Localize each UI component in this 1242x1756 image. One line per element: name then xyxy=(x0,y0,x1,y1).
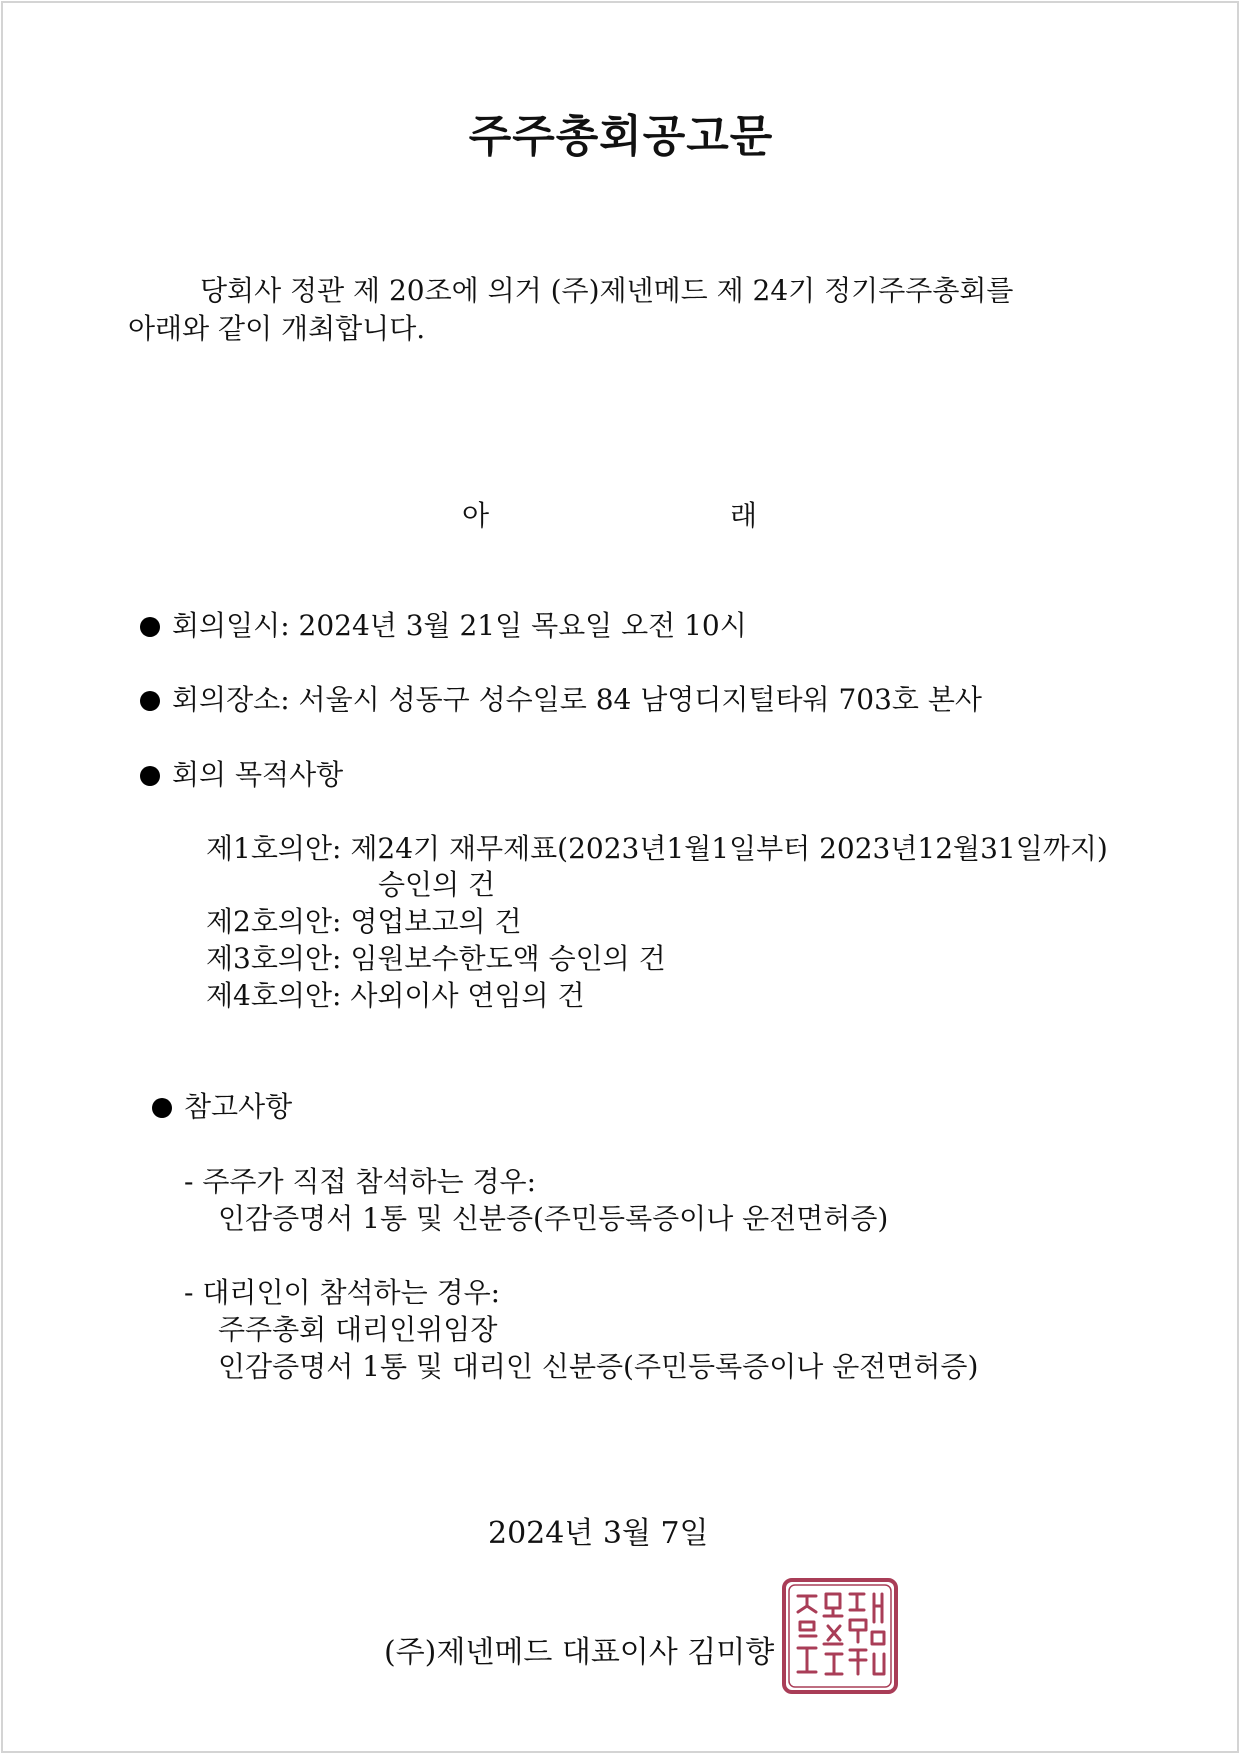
intro-line-1: 당회사 정관 제 20조에 의거 (주)제넨메드 제 24기 정기주주총회를 xyxy=(200,274,1014,307)
notes-heading: 참고사항 xyxy=(184,1090,293,1123)
agenda-item-1: 제1호의안: 제24기 재무제표(2023년1월1일부터 2023년12월31일까지) xyxy=(206,832,1108,865)
meeting-datetime-item xyxy=(140,607,747,645)
bullet-icon xyxy=(152,1098,172,1118)
agenda-heading-item xyxy=(140,756,343,794)
company-seal xyxy=(780,1576,900,1696)
below-heading-right: 래 xyxy=(730,499,758,532)
agenda-item-4: 제4호의안: 사외이사 연임의 건 xyxy=(206,979,585,1012)
meeting-place-item xyxy=(140,681,982,719)
meeting-datetime: 회의일시: 2024년 3월 21일 목요일 오전 10시 xyxy=(172,609,747,642)
note-proxy-title: - 대리인이 참석하는 경우: xyxy=(184,1276,501,1309)
below-heading-left: 아 xyxy=(462,499,490,532)
meeting-place: 회의장소: 서울시 성동구 성수일로 84 남영디지털타워 703호 본사 xyxy=(172,683,982,716)
bullet-icon xyxy=(140,617,160,637)
note-proxy-detail-2: 인감증명서 1통 및 대리인 신분증(주민등록증이나 운전면허증) xyxy=(218,1350,979,1383)
agenda-heading: 회의 목적사항 xyxy=(172,758,344,791)
document-date: 2024년 3월 7일 xyxy=(488,1516,709,1551)
note-direct-detail: 인감증명서 1통 및 신분증(주민등록증이나 운전면허증) xyxy=(218,1202,889,1235)
signatory: (주)제넨메드 대표이사 김미향 xyxy=(384,1635,775,1670)
bullet-icon xyxy=(140,691,160,711)
note-direct-title: - 주주가 직접 참석하는 경우: xyxy=(184,1165,537,1198)
intro-line-2: 아래와 같이 개최합니다. xyxy=(128,312,426,345)
document-title: 주주총회공고문 xyxy=(468,111,774,162)
agenda-item-1-cont: 승인의 건 xyxy=(378,868,496,901)
agenda-item-2: 제2호의안: 영업보고의 건 xyxy=(206,905,522,938)
note-proxy-detail-1: 주주총회 대리인위임장 xyxy=(218,1313,498,1346)
agenda-item-3: 제3호의안: 임원보수한도액 승인의 건 xyxy=(206,942,666,975)
notes-heading-item xyxy=(152,1088,292,1126)
bullet-icon xyxy=(140,766,160,786)
page-border xyxy=(1,1,1239,1753)
